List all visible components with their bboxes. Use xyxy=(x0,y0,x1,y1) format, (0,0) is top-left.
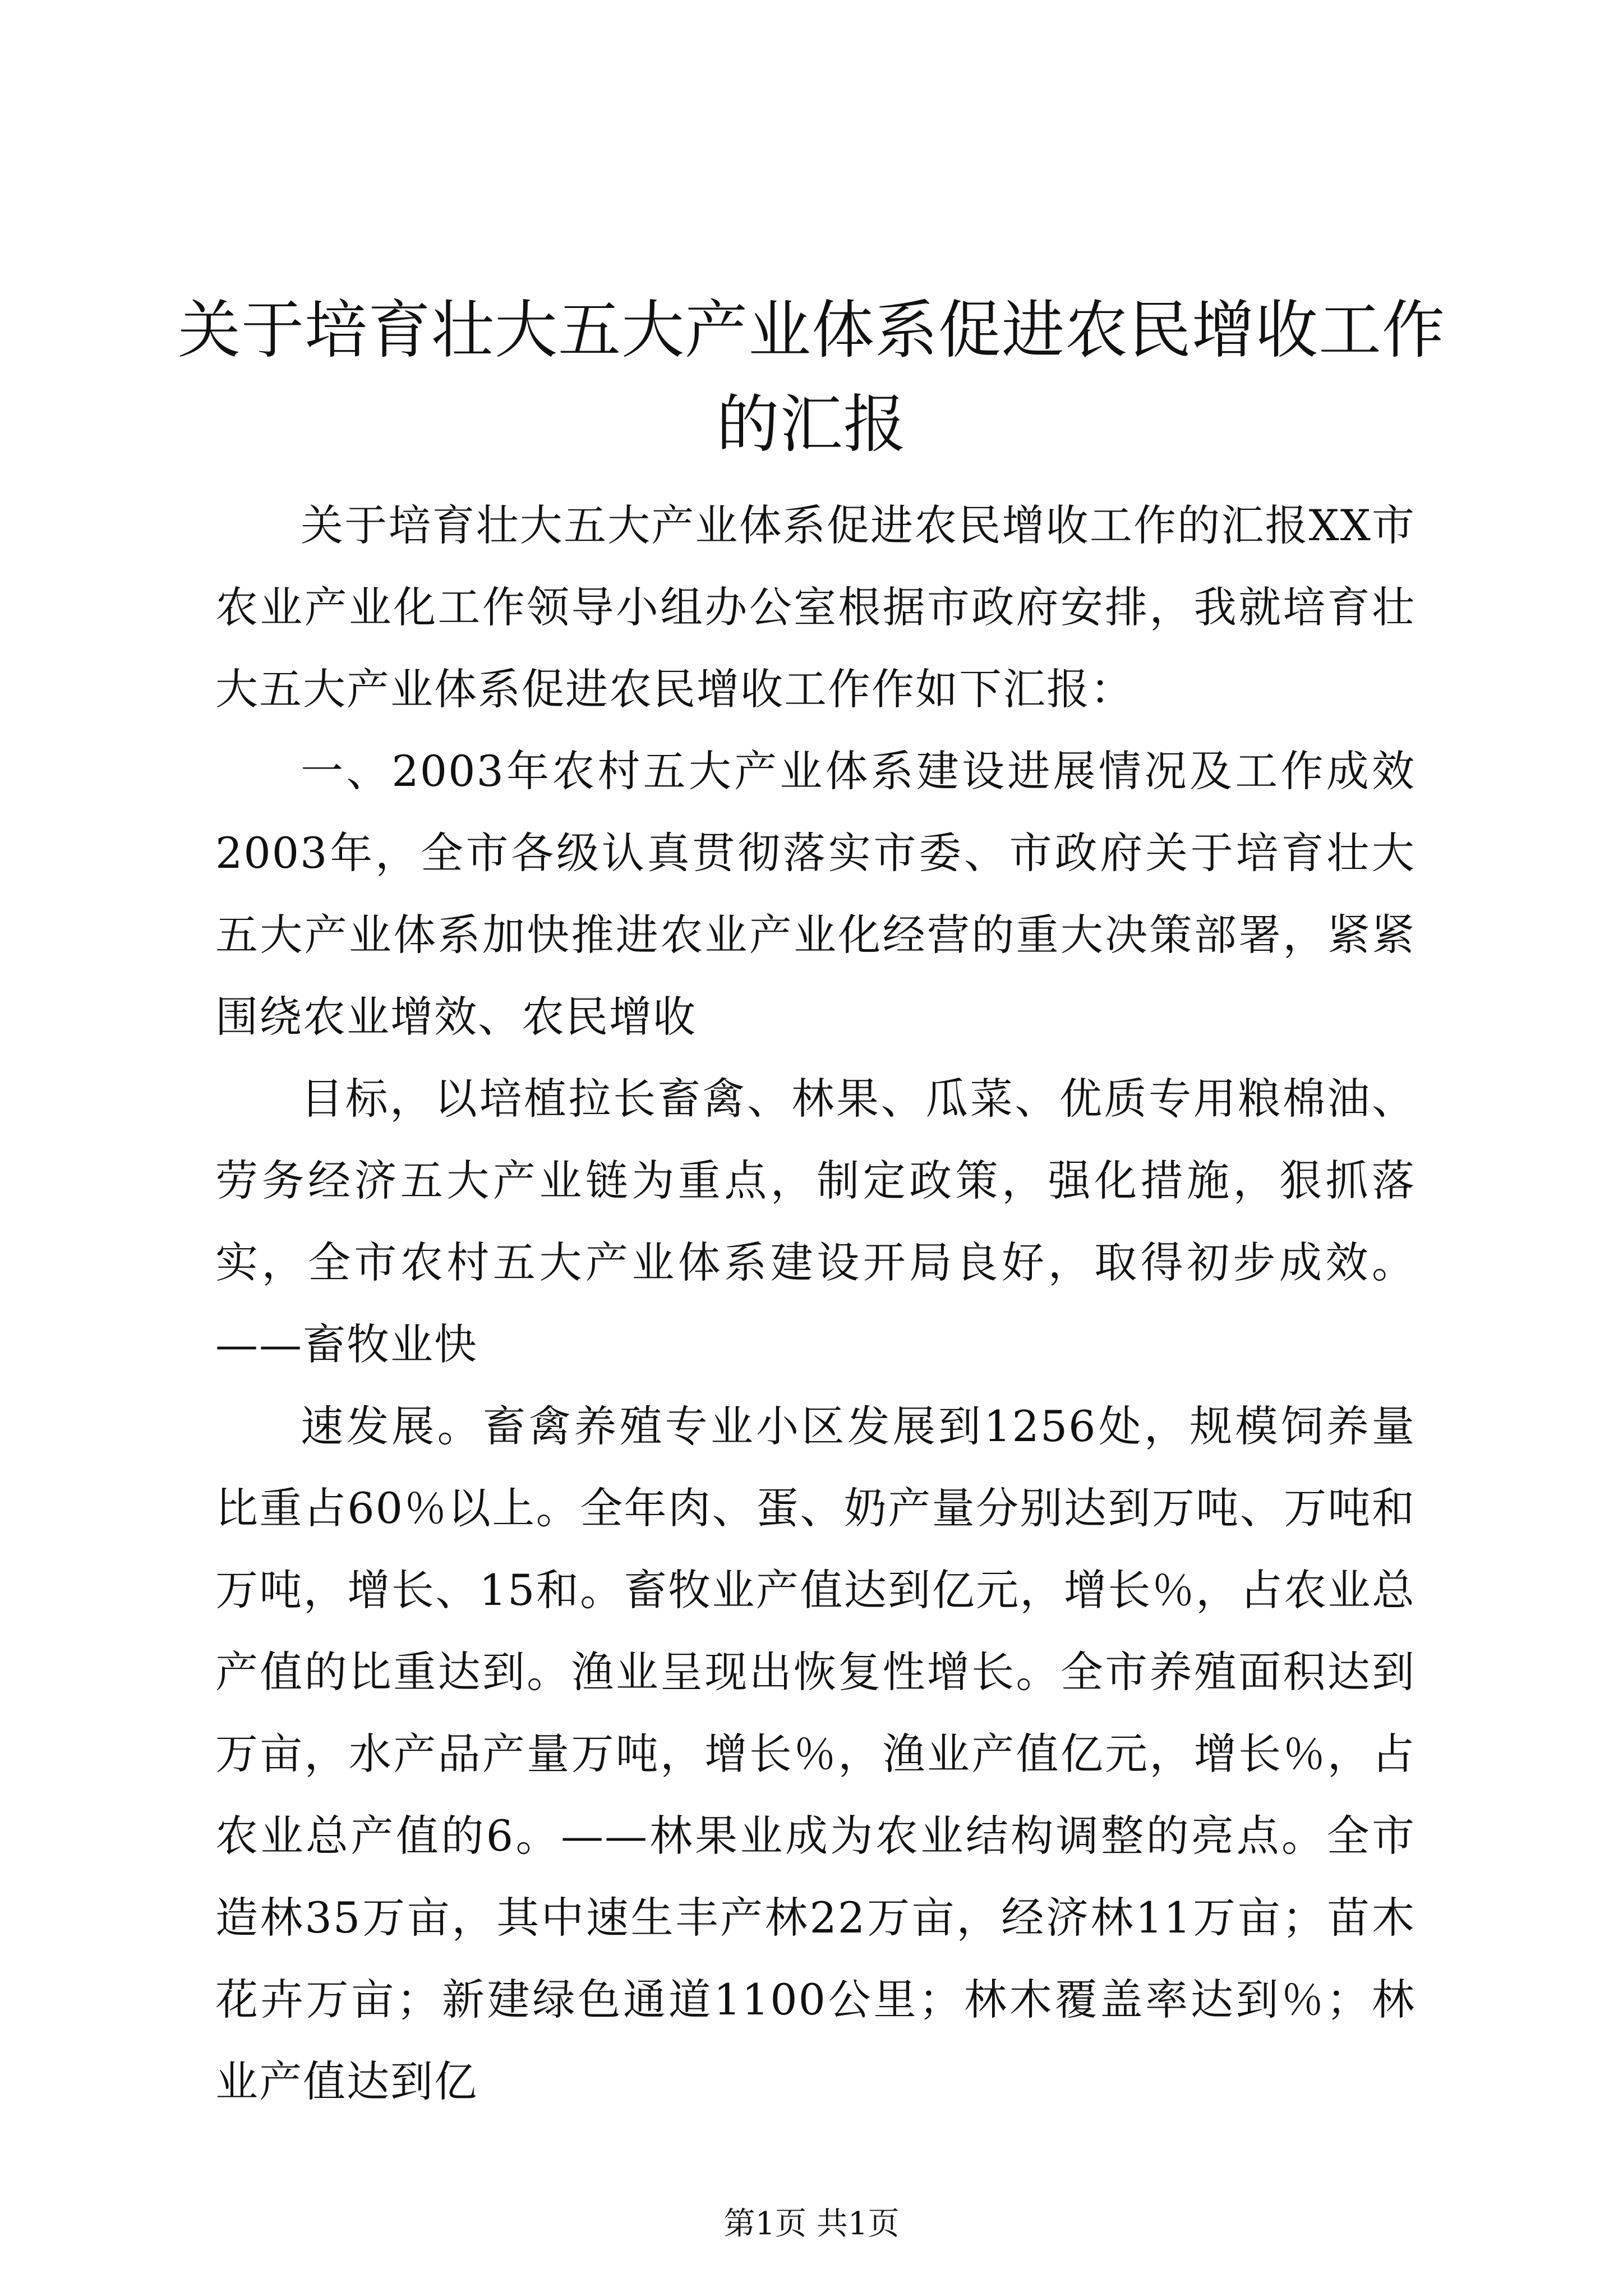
paragraph-development: 速发展。畜禽养殖专业小区发展到1256处，规模饲养量比重占60％以上。全年肉、蛋、奶产量分别达到万吨、万吨和万吨，增长、15和。畜牧业产值达到亿元，增长％，占农业总产值的比重达到。渔业呈现出恢复性增长。全市养殖面积达到万亩，水产品产量万吨，增长％，渔业产值亿元，增长％，占农业总产值的6。——林果业成为农业结构调整的亮点。全市造林35万亩，其中速生丰产林22万亩，经济林11万亩；苗木花卉万亩；新建绿色通道1100公里；林木覆盖率达到％；林业产值达到亿 xyxy=(215,1401,1415,2106)
paragraph-goals: 目标，以培植拉长畜禽、林果、瓜菜、优质专用粮棉油、劳务经济五大产业链为重点，制定政策，强化措施，狠抓落实，全市农村五大产业体系建设开局良好，取得初步成效。——畜牧业快 xyxy=(215,1074,1415,1369)
document-title: 关于培育壮大五大产业体系促进农民增收工作的汇报 xyxy=(178,294,1445,461)
document-body xyxy=(215,485,1415,2123)
paragraph-intro: 关于培育壮大五大产业体系促进农民增收工作的汇报XX市农业产业化工作领导小组办公室根据市政府安排，我就培育壮大五大产业体系促进农民增收工作作如下汇报： xyxy=(215,500,1415,714)
paragraph-section-one: 一、2003年农村五大产业体系建设进展情况及工作成效2003年，全市各级认真贯彻落实市委、市政府关于培育壮大五大产业体系加快推进农业产业化经营的重大决策部署，紧紧围绕农业增效、农民增收 xyxy=(215,746,1415,1042)
page-footer: 第1页 共1页 xyxy=(723,2206,900,2242)
